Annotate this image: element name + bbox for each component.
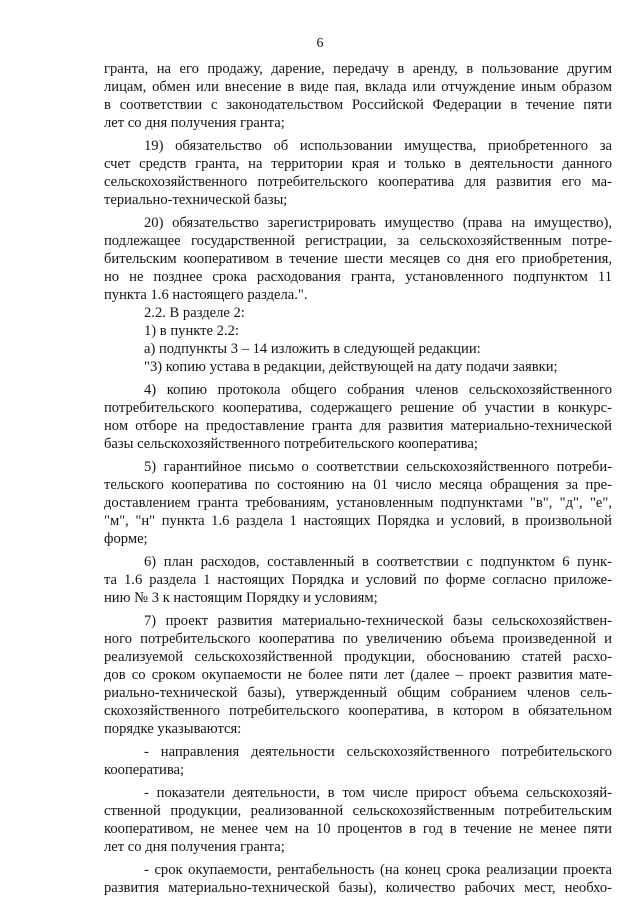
text-line: 2.2. В разделе 2: <box>144 305 245 321</box>
text-line: 4) копию протокола общего собрания членов сельскохозяйственного <box>144 382 612 398</box>
text-line: пункта 1.6 настоящего раздела.". <box>104 287 308 303</box>
text-line: форме; <box>104 531 148 547</box>
text-line: лицам, обмен или внесение в виде пая, вклада или отчуждение иным образом <box>104 79 612 95</box>
text-line: счет средств гранта, на территории края и только в деятельности данного <box>104 156 612 172</box>
text-line: подлежащее государственной регистрации, за сельскохозяйственным потре- <box>104 233 612 249</box>
text-line: - срок окупаемости, рентабельность (на конец срока реализации проекта <box>144 862 612 878</box>
text-line: риально-технической базы), утвержденный общим собранием членов сель- <box>104 685 612 701</box>
text-line: 6) план расходов, составленный в соответствии с подпунктом 6 пунк- <box>144 554 612 570</box>
text-line: в соответствии с законодательством Российской Федерации в течение пяти <box>104 97 612 113</box>
text-line: сельскохозяйственного потребительского кооператива для развития его ма- <box>104 174 612 190</box>
document-body <box>104 60 612 897</box>
text-line: ственной продукции, реализованной сельскохозяйственным потребительским <box>104 803 612 819</box>
text-line: тельского кооператива по состоянию на 01 число месяца обращения за пре- <box>104 477 612 493</box>
text-line: ном отборе на предоставление гранта для развития материально-технической <box>104 418 612 434</box>
text-line: лет со дня получения гранта; <box>104 839 285 855</box>
text-line: 1) в пункте 2.2: <box>144 323 239 339</box>
text-line: 20) обязательство зарегистрировать имущество (права на имущество), <box>144 215 612 231</box>
text-line: развития материально-технической базы), количество рабочих мест, необхо- <box>104 880 612 896</box>
text-line: реализуемой сельскохозяйственной продукции, обоснованию статей расхо- <box>104 649 612 665</box>
text-line: порядке указываются: <box>104 721 242 737</box>
text-line: но не позднее срока расходования гранта, установленного подпунктом 11 <box>104 269 612 285</box>
text-line: скохозяйственного потребительского кооператива, в котором в обязательном <box>104 703 612 719</box>
text-line: лет со дня получения гранта; <box>104 115 285 131</box>
text-line: бительским кооперативом в течение шести месяцев со дня его приобретения, <box>104 251 612 267</box>
text-line: нию № 3 к настоящим Порядку и условиям; <box>104 590 378 606</box>
text-line: - показатели деятельности, в том числе прирост объема сельскохозяй- <box>144 785 612 801</box>
text-line: териально-технической базы; <box>104 192 288 208</box>
text-line: доставлением гранта требованиям, установленным подпунктами "в", "д", "е", <box>104 495 612 511</box>
text-line: гранта, на его продажу, дарение, передачу в аренду, в пользование другим <box>104 61 612 77</box>
text-line: та 1.6 раздела 1 настоящих Порядка и условий по форме согласно приложе- <box>104 572 612 588</box>
text-line: - направления деятельности сельскохозяйственного потребительского <box>144 744 612 760</box>
text-line: потребительского кооператива, содержащего решение об участии в конкурс- <box>104 400 612 416</box>
text-line: дов со сроком окупаемости не более пяти лет (далее – проект развития мате- <box>104 667 612 683</box>
page-number: 6 <box>316 36 324 51</box>
text-line: "3) копию устава в редакции, действующей на дату подачи заявки; <box>144 359 558 375</box>
text-line: "м", "н" пункта 1.6 раздела 1 настоящих Порядка и условий, в произвольной <box>104 513 612 529</box>
text-line: ного потребительского кооператива по увеличению объема произведенной и <box>104 631 612 647</box>
text-line: 5) гарантийное письмо о соответствии сельскохозяйственного потреби- <box>144 459 612 475</box>
text-line: 7) проект развития материально-технической базы сельскохозяйствен- <box>144 613 612 629</box>
text-line: 19) обязательство об использовании имущества, приобретенного за <box>144 138 612 154</box>
text-line: кооператива; <box>104 762 185 778</box>
text-line: кооперативом, не менее чем на 10 процентов в год в течение не менее пяти <box>104 821 612 837</box>
text-line: а) подпункты 3 – 14 изложить в следующей редакции: <box>144 341 481 357</box>
text-line: базы сельскохозяйственного потребительского кооператива; <box>104 436 478 452</box>
